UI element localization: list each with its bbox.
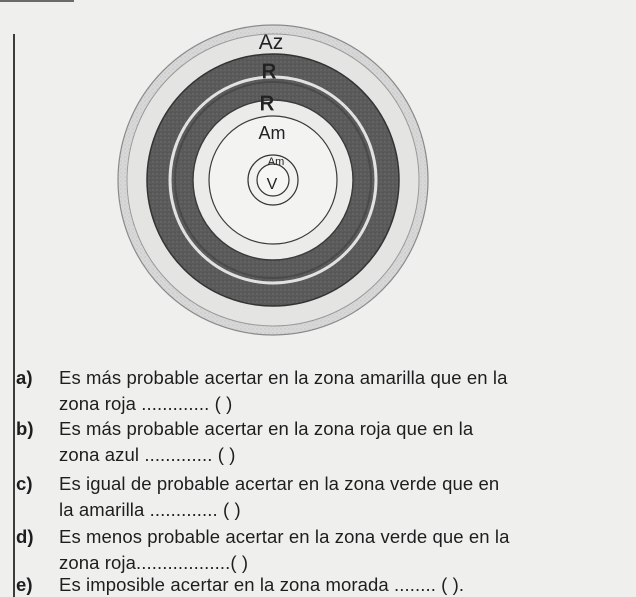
question-marker: d) xyxy=(16,526,34,547)
question-answer-line: zona roja ............. ( ) xyxy=(59,393,233,414)
label-azul: Az xyxy=(258,31,284,54)
question-text: Es más probable acertar en la zona roja que en la xyxy=(59,418,474,439)
question-text: Es menos probable acertar en la zona verde que en la xyxy=(59,526,510,547)
label-amarilla-1: Am xyxy=(258,123,286,143)
label-amarilla-2: Am xyxy=(267,156,285,168)
label-verde: V xyxy=(266,176,278,193)
question-answer-line: la amarilla ............. ( ) xyxy=(59,499,241,520)
question-text: Es imposible acertar en la zona morada ........ ( ). xyxy=(59,574,465,595)
question-answer-line: zona azul ............. ( ) xyxy=(59,444,236,465)
question-marker: a) xyxy=(16,367,33,388)
question-marker: e) xyxy=(16,574,33,595)
label-roja-1: R xyxy=(261,61,277,83)
question-text: Es más probable acertar en la zona amarilla que en la xyxy=(59,367,508,388)
question-answer-line: zona roja..................( ) xyxy=(59,552,249,573)
question-marker: b) xyxy=(16,418,34,439)
question-text: Es igual de probable acertar en la zona verde que en xyxy=(59,473,500,494)
label-roja-2: R xyxy=(259,93,275,115)
question-marker: c) xyxy=(16,473,33,494)
